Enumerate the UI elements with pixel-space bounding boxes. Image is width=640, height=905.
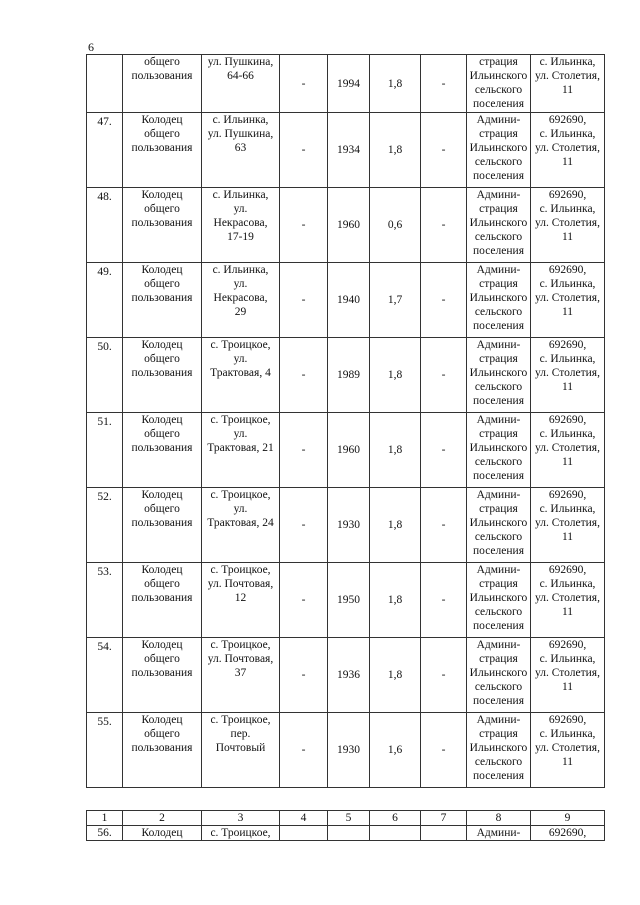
- postal-line: ул. Столетия,: [535, 667, 600, 679]
- addr-line: ул. Почтовая,: [207, 578, 274, 590]
- table-row: [87, 263, 605, 338]
- name-line: общего: [144, 728, 180, 740]
- header-row: [87, 811, 605, 826]
- cell-year: 1960: [328, 413, 370, 488]
- owner-address: [531, 638, 605, 713]
- admin-line: сельского: [474, 231, 523, 243]
- admin-line: Ильинского: [469, 742, 528, 754]
- admin-line: сельского: [474, 156, 523, 168]
- object-address: [202, 188, 280, 263]
- postal-line: 692690,: [548, 114, 587, 126]
- postal-line: ул. Столетия,: [535, 142, 600, 154]
- admin-line: Ильинского: [469, 442, 528, 454]
- postal-line: 692690,: [548, 714, 587, 726]
- owner: [467, 55, 531, 113]
- name-line: Колодец: [141, 489, 183, 501]
- addr-line: 64-66: [227, 70, 254, 82]
- addr-line: ул.: [233, 278, 248, 290]
- postal-line: 692690,: [548, 189, 587, 201]
- addr-line: с. Ильинка,: [212, 114, 269, 126]
- postal-line: ул. Столетия,: [535, 517, 600, 529]
- cell-year: 1960: [328, 188, 370, 263]
- object-address: [202, 113, 280, 188]
- cell-value: 1,8: [370, 563, 421, 638]
- name-line: пользования: [131, 70, 193, 82]
- table-row: [87, 188, 605, 263]
- column-header-5: 5: [328, 811, 370, 826]
- row-number: 56.: [87, 826, 123, 841]
- name-line: пользования: [131, 142, 193, 154]
- name-line: общего: [144, 428, 180, 440]
- cell-value: 1,8: [370, 413, 421, 488]
- postal-line: ул. Столетия,: [535, 70, 600, 82]
- row-number: 47.: [87, 113, 123, 188]
- postal-line: 11: [561, 306, 574, 318]
- addr-line: ул.: [233, 353, 248, 365]
- postal-line: 692690,: [548, 564, 587, 576]
- admin-line: страция: [479, 203, 518, 215]
- addr-line: с. Ильинка,: [212, 189, 269, 201]
- cell-value: 1,6: [370, 713, 421, 788]
- admin-line: страция: [479, 428, 518, 440]
- column-header-1: 1: [87, 811, 123, 826]
- admin-line: Ильинского: [469, 667, 528, 679]
- postal-line: ул. Столетия,: [535, 367, 600, 379]
- addr-line: ул.: [233, 203, 248, 215]
- postal-line: 692690,: [548, 264, 587, 276]
- table-row: [87, 713, 605, 788]
- addr-line: Почтовый: [215, 742, 266, 754]
- cell-year: 1940: [328, 263, 370, 338]
- owner-address: [531, 113, 605, 188]
- admin-line: Админи-: [476, 564, 521, 576]
- table-row: [87, 113, 605, 188]
- admin-line: страция: [479, 653, 518, 665]
- admin-line: сельского: [474, 306, 523, 318]
- table-row: [87, 638, 605, 713]
- object-name: [123, 713, 202, 788]
- postal-line: 692690,: [548, 639, 587, 651]
- cell-col4: -: [280, 413, 328, 488]
- continuation-table: [86, 810, 605, 841]
- admin-line: сельского: [474, 606, 523, 618]
- admin-line: сельского: [474, 84, 523, 96]
- column-header-3: 3: [202, 811, 280, 826]
- admin-line: Ильинского: [469, 292, 528, 304]
- name-line: Колодец: [141, 564, 183, 576]
- owner: [467, 263, 531, 338]
- object-name: [123, 338, 202, 413]
- cell-col4: -: [280, 55, 328, 113]
- postal-line: 11: [561, 381, 574, 393]
- admin-line: Ильинского: [469, 517, 528, 529]
- owner-address: [531, 563, 605, 638]
- cell-year: 1994: [328, 55, 370, 113]
- object-name: [123, 188, 202, 263]
- cell-col4: -: [280, 188, 328, 263]
- cell-col4: -: [280, 638, 328, 713]
- postal-line: с. Ильинка,: [539, 503, 596, 515]
- cell-year: 1989: [328, 338, 370, 413]
- cell-value: 1,7: [370, 263, 421, 338]
- cell-col7: -: [421, 413, 467, 488]
- postal-line: ул. Столетия,: [535, 592, 600, 604]
- object-name: [123, 113, 202, 188]
- owner-address: [531, 263, 605, 338]
- name-line: пользования: [131, 442, 193, 454]
- postal-line: с. Ильинка,: [539, 428, 596, 440]
- addr-line: с. Троицкое,: [210, 414, 271, 426]
- addr-line: 37: [234, 667, 247, 679]
- addr-line: 29: [234, 306, 247, 318]
- cell-col4: -: [280, 563, 328, 638]
- admin-line: страция: [479, 353, 518, 365]
- wells-table: [86, 54, 605, 788]
- admin-line: Админи-: [476, 264, 521, 276]
- admin-line: страция: [479, 503, 518, 515]
- table-row: [87, 338, 605, 413]
- addr-line: ул. Пушкина,: [207, 56, 274, 68]
- object-address: [202, 263, 280, 338]
- owner-address: [531, 55, 605, 113]
- admin-line: поселения: [473, 245, 524, 257]
- row-number: 54.: [87, 638, 123, 713]
- cell-value: 1,8: [370, 55, 421, 113]
- cell-col7: -: [421, 638, 467, 713]
- cell-value: 1,8: [370, 638, 421, 713]
- postal-line: с. Ильинка,: [539, 56, 596, 68]
- postal-line: 11: [561, 231, 574, 243]
- admin-line: поселения: [473, 770, 524, 782]
- admin-line: Ильинского: [469, 142, 528, 154]
- postal-line: с. Ильинка,: [539, 653, 596, 665]
- owner-address: [531, 413, 605, 488]
- admin-line: страция: [479, 56, 518, 68]
- addr-line: с. Троицкое,: [210, 639, 271, 651]
- cell-year: 1950: [328, 563, 370, 638]
- name-line: Колодец: [141, 189, 183, 201]
- cell-col4: -: [280, 338, 328, 413]
- cell-year: 1936: [328, 638, 370, 713]
- name-line: общего: [144, 653, 180, 665]
- postal-line: 11: [561, 756, 574, 768]
- addr-line: с. Троицкое,: [210, 714, 271, 726]
- object-address: [202, 55, 280, 113]
- cell-col4: -: [280, 113, 328, 188]
- owner: [467, 113, 531, 188]
- object-address: [202, 338, 280, 413]
- admin-line: Админи-: [476, 189, 521, 201]
- table-row: [87, 826, 605, 841]
- object-address: [202, 563, 280, 638]
- name-line: Колодец: [141, 639, 183, 651]
- postal-line: 692690,: [548, 489, 587, 501]
- object-name: [123, 55, 202, 113]
- addr-line: ул. Почтовая,: [207, 653, 274, 665]
- row-number: 49.: [87, 263, 123, 338]
- postal-line: с. Ильинка,: [539, 278, 596, 290]
- admin-line: страция: [479, 728, 518, 740]
- admin-line: Ильинского: [469, 592, 528, 604]
- table-row: [87, 563, 605, 638]
- row-number: 48.: [87, 188, 123, 263]
- column-header-7: 7: [421, 811, 467, 826]
- name-line: общего: [144, 503, 180, 515]
- row-number: 55.: [87, 713, 123, 788]
- addr-line: с. Троицкое,: [210, 339, 271, 351]
- cell-col4: -: [280, 263, 328, 338]
- row-number: 53.: [87, 563, 123, 638]
- addr-line: с. Троицкое,: [210, 564, 271, 576]
- postal-line: 11: [561, 84, 574, 96]
- addr-line: ул.: [233, 503, 248, 515]
- row-number: 51.: [87, 413, 123, 488]
- cell-value: 1,8: [370, 488, 421, 563]
- cell-year: [328, 826, 370, 841]
- cell-value: 0,6: [370, 188, 421, 263]
- owner: [467, 413, 531, 488]
- object-name: [123, 488, 202, 563]
- cell-col7: -: [421, 713, 467, 788]
- name-line: общего: [144, 278, 180, 290]
- cell-col7: -: [421, 188, 467, 263]
- table-row: [87, 488, 605, 563]
- cell-year: 1934: [328, 113, 370, 188]
- cell-col4: [280, 826, 328, 841]
- admin-line: страция: [479, 578, 518, 590]
- postal-line: ул. Столетия,: [535, 217, 600, 229]
- admin-line: сельского: [474, 381, 523, 393]
- addr-line: 63: [234, 142, 247, 154]
- admin-line: Админи-: [476, 714, 521, 726]
- postal-line: 692690,: [548, 339, 587, 351]
- addr-line: Трактовая, 4: [210, 367, 271, 379]
- postal-line: с. Ильинка,: [539, 203, 596, 215]
- owner-address: [531, 488, 605, 563]
- name-line: пользования: [131, 292, 193, 304]
- cell-year: 1930: [328, 713, 370, 788]
- postal-line: ул. Столетия,: [535, 742, 600, 754]
- column-header-4: 4: [280, 811, 328, 826]
- owner: [467, 563, 531, 638]
- name-line: общего: [144, 56, 180, 68]
- addr-line: Трактовая, 24: [207, 517, 274, 529]
- addr-line: 17-19: [227, 231, 254, 243]
- admin-line: Ильинского: [469, 217, 528, 229]
- postal-line: 11: [561, 606, 574, 618]
- admin-line: страция: [479, 128, 518, 140]
- name-line: пользования: [131, 667, 193, 679]
- object-name: [123, 413, 202, 488]
- column-header-8: 8: [467, 811, 531, 826]
- postal-line: ул. Столетия,: [535, 442, 600, 454]
- addr-line: Трактовая, 21: [207, 442, 274, 454]
- cell-col4: -: [280, 488, 328, 563]
- postal-line: с. Ильинка,: [539, 728, 596, 740]
- name-line: пользования: [131, 742, 193, 754]
- addr-line: 12: [234, 592, 247, 604]
- postal-line: с. Ильинка,: [539, 353, 596, 365]
- admin-line: Админи-: [476, 489, 521, 501]
- addr-line: пер.: [230, 728, 251, 740]
- name-line: Колодец: [141, 264, 183, 276]
- owner: [467, 713, 531, 788]
- addr-line: с. Троицкое,: [210, 489, 271, 501]
- owner: [467, 338, 531, 413]
- postal-line: ул. Столетия,: [535, 292, 600, 304]
- object-name: [123, 563, 202, 638]
- owner: Админи-: [467, 826, 531, 841]
- cell-col7: -: [421, 488, 467, 563]
- cell-col7: -: [421, 55, 467, 113]
- owner-address: [531, 713, 605, 788]
- postal-line: с. Ильинка,: [539, 128, 596, 140]
- admin-line: Админи-: [476, 339, 521, 351]
- name-line: Колодец: [141, 114, 183, 126]
- owner: [467, 488, 531, 563]
- addr-line: ул. Пушкина,: [207, 128, 274, 140]
- owner-address: [531, 188, 605, 263]
- postal-line: 11: [561, 531, 574, 543]
- row-number: [87, 55, 123, 113]
- cell-value: [370, 826, 421, 841]
- admin-line: Ильинского: [469, 70, 528, 82]
- admin-line: поселения: [473, 545, 524, 557]
- cell-col4: -: [280, 713, 328, 788]
- postal-line: 11: [561, 456, 574, 468]
- name-line: пользования: [131, 217, 193, 229]
- admin-line: сельского: [474, 756, 523, 768]
- column-header-2: 2: [123, 811, 202, 826]
- addr-line: с. Ильинка,: [212, 264, 269, 276]
- admin-line: Админи-: [476, 414, 521, 426]
- name-line: пользования: [131, 592, 193, 604]
- postal-line: 11: [561, 156, 574, 168]
- addr-line: Некрасова,: [213, 217, 268, 229]
- cell-col7: -: [421, 563, 467, 638]
- name-line: пользования: [131, 367, 193, 379]
- object-name: Колодец: [123, 826, 202, 841]
- admin-line: Ильинского: [469, 367, 528, 379]
- name-line: общего: [144, 578, 180, 590]
- object-name: [123, 638, 202, 713]
- addr-line: ул.: [233, 428, 248, 440]
- row-number: 52.: [87, 488, 123, 563]
- cell-value: 1,8: [370, 113, 421, 188]
- admin-line: поселения: [473, 320, 524, 332]
- postal-line: 692690,: [548, 414, 587, 426]
- name-line: Колодец: [141, 714, 183, 726]
- object-name: [123, 263, 202, 338]
- admin-line: поселения: [473, 620, 524, 632]
- admin-line: сельского: [474, 531, 523, 543]
- table-row: [87, 55, 605, 113]
- page-number: 6: [88, 40, 94, 54]
- name-line: пользования: [131, 517, 193, 529]
- cell-col7: -: [421, 263, 467, 338]
- cell-col7: -: [421, 338, 467, 413]
- owner-address: [531, 338, 605, 413]
- postal-line: с. Ильинка,: [539, 578, 596, 590]
- cell-col7: [421, 826, 467, 841]
- addr-line: Некрасова,: [213, 292, 268, 304]
- table-row: [87, 413, 605, 488]
- admin-line: поселения: [473, 98, 524, 110]
- admin-line: сельского: [474, 456, 523, 468]
- object-address: с. Троицкое,: [202, 826, 280, 841]
- cell-year: 1930: [328, 488, 370, 563]
- object-address: [202, 488, 280, 563]
- admin-line: страция: [479, 278, 518, 290]
- column-header-6: 6: [370, 811, 421, 826]
- name-line: общего: [144, 128, 180, 140]
- object-address: [202, 413, 280, 488]
- object-address: [202, 638, 280, 713]
- admin-line: сельского: [474, 681, 523, 693]
- cell-col7: -: [421, 113, 467, 188]
- owner: [467, 638, 531, 713]
- admin-line: поселения: [473, 170, 524, 182]
- owner-address: 692690,: [531, 826, 605, 841]
- owner: [467, 188, 531, 263]
- admin-line: поселения: [473, 695, 524, 707]
- cell-value: 1,8: [370, 338, 421, 413]
- name-line: Колодец: [141, 414, 183, 426]
- column-header-9: 9: [531, 811, 605, 826]
- object-address: [202, 713, 280, 788]
- admin-line: Админи-: [476, 639, 521, 651]
- name-line: общего: [144, 353, 180, 365]
- admin-line: поселения: [473, 395, 524, 407]
- name-line: Колодец: [141, 339, 183, 351]
- admin-line: Админи-: [476, 114, 521, 126]
- name-line: общего: [144, 203, 180, 215]
- row-number: 50.: [87, 338, 123, 413]
- postal-line: 11: [561, 681, 574, 693]
- admin-line: поселения: [473, 470, 524, 482]
